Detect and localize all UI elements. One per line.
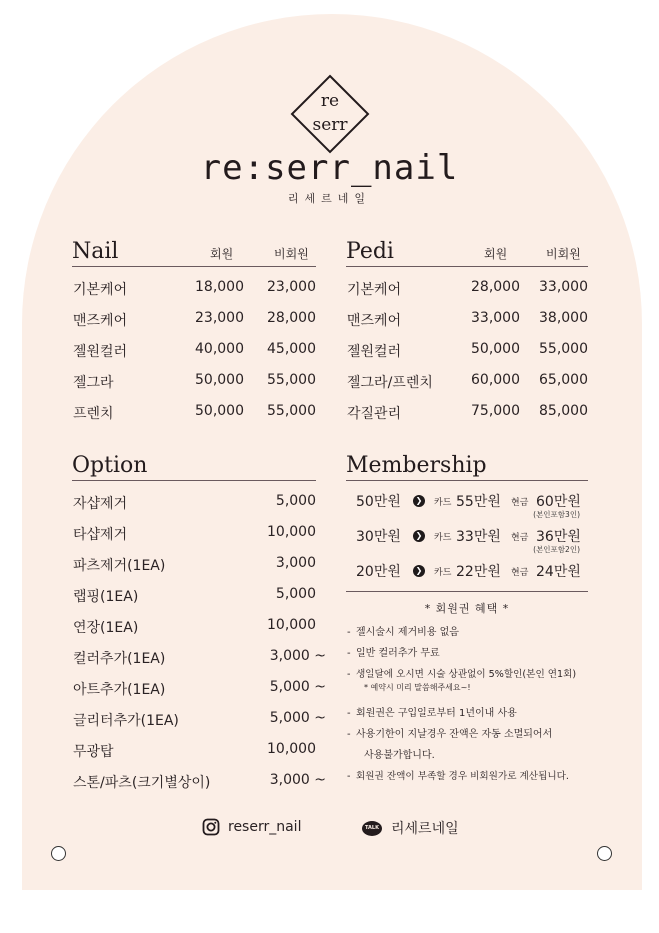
arrow-icon: ❯	[413, 495, 425, 507]
option-row: 타샵제거 10,000	[73, 524, 316, 543]
pedi-section	[346, 240, 588, 426]
option-title: Option	[72, 453, 148, 478]
kakao-talk-icon: TALK	[362, 821, 382, 836]
membership-title: Membership	[346, 453, 487, 478]
option-row: 스톤/파츠(크기별상이) 3,000 ~	[73, 772, 326, 791]
nail-nonmember-header: 비회원	[274, 247, 309, 261]
brand-korean: 리세르네일	[287, 192, 372, 205]
option-row: 연장(1EA) 10,000	[73, 617, 316, 636]
pedi-row: 각질관리 75,000 85,000	[347, 403, 588, 422]
benefit-list: - 젤시술시 제거비용 없음 - 일반 컬러추가 무료 - 생일달에 오시면 시술 상관없이 5%할인(본인 연1회) * 예약시 미리 말씀해주세요~!	[346, 626, 588, 694]
arrow-icon: ❯	[413, 530, 425, 542]
instagram-icon	[202, 818, 220, 836]
membership-section	[346, 450, 588, 784]
hole-right	[597, 846, 612, 861]
nail-member-header: 회원	[210, 247, 234, 261]
pedi-nonmember-header: 비회원	[546, 247, 581, 261]
option-row: 파츠제거(1EA) 3,000	[73, 555, 316, 574]
option-row: 랩핑(1EA) 5,000	[73, 586, 316, 605]
svg-text:re: re	[320, 91, 340, 111]
membership-row: 20만원 ❯ 카드 22만원 현금 24만원	[356, 564, 581, 580]
kakao-channel[interactable]: TALK 리세르네일	[362, 818, 459, 838]
arrow-icon: ❯	[413, 565, 425, 577]
option-row: 자샵제거 5,000	[73, 493, 316, 512]
option-row: 컬러추가(1EA) 3,000 ~	[73, 648, 326, 667]
option-row: 아트추가(1EA) 5,000 ~	[73, 679, 326, 698]
pedi-row: 젤원컬러 50,000 55,000	[347, 341, 588, 360]
nail-row: 젤원컬러 40,000 45,000	[73, 341, 316, 360]
brand-logo	[290, 74, 370, 154]
membership-row: 30만원 ❯ 카드 33만원 현금 36만원 (본인포함2인)	[356, 529, 581, 554]
membership-row: 50만원 ❯ 카드 55만원 현금 60만원 (본인포함3인)	[356, 494, 581, 519]
nail-row: 맨즈케어 23,000 28,000	[73, 310, 316, 329]
pedi-row: 맨즈케어 33,000 38,000	[347, 310, 588, 329]
nail-row: 프렌치 50,000 55,000	[73, 403, 316, 422]
pedi-member-header: 회원	[484, 247, 508, 261]
benefit-title: * 회원권 혜택 *	[424, 602, 510, 615]
option-row: 글리터추가(1EA) 5,000 ~	[73, 710, 326, 729]
pedi-title: Pedi	[346, 239, 394, 264]
hole-left	[51, 846, 66, 861]
option-row: 무광탑 10,000	[73, 741, 316, 760]
svg-text:serr: serr	[312, 115, 348, 135]
nail-section	[72, 240, 316, 426]
nail-title: Nail	[72, 239, 119, 264]
brand-name: re:serr_nail	[200, 148, 459, 188]
option-section	[72, 450, 326, 795]
instagram-handle[interactable]: reserr_nail	[202, 818, 301, 836]
membership-rules: - 회원권은 구입일로부터 1년이내 사용 - 사용기한이 지날경우 잔액은 자동 소멸되어서 사용불가합니다. - 회원권 잔액이 부족할 경우 비회원가로 계산됩니다.	[346, 707, 588, 784]
pedi-row: 기본케어 28,000 33,000	[347, 279, 588, 298]
nail-row: 기본케어 18,000 23,000	[73, 279, 316, 298]
nail-row: 젤그라 50,000 55,000	[73, 372, 316, 391]
pedi-row: 젤그라/프렌치 60,000 65,000	[347, 372, 588, 391]
